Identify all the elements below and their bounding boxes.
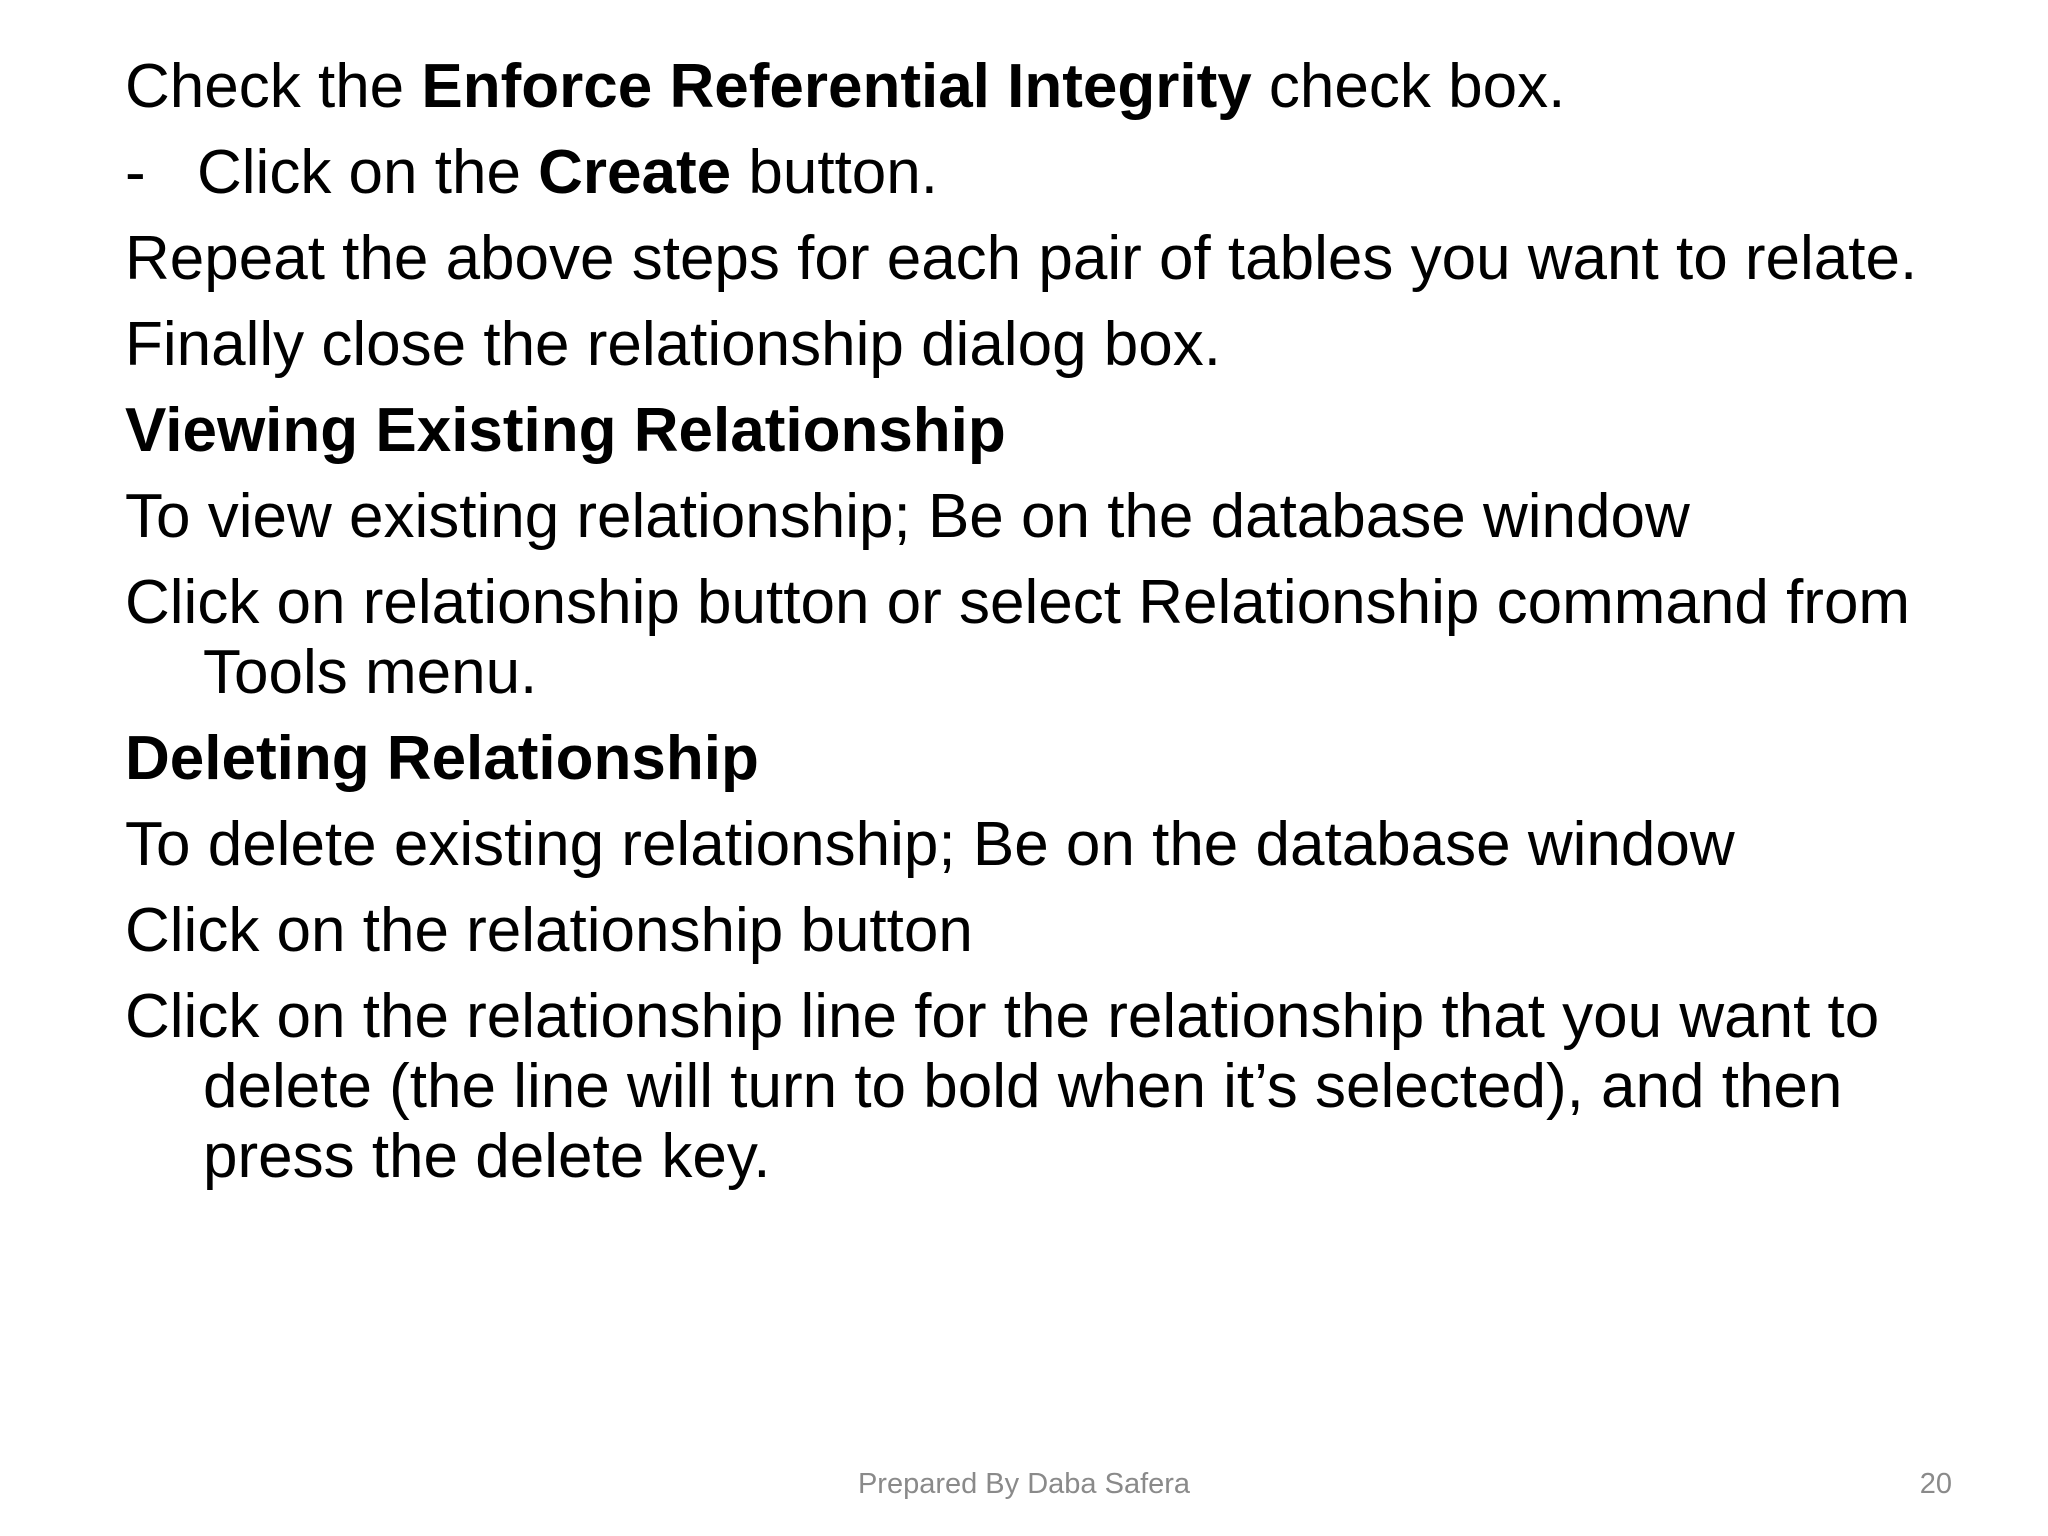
step-text: Click on the: [197, 138, 539, 207]
step-view-database-window: To view existing relationship; Be on the database window: [125, 482, 1690, 551]
section-heading-deleting: Deleting Relationship: [125, 724, 759, 793]
footer-author: Prepared By Daba Safera: [857, 1468, 1191, 1500]
step-delete-database-window: To delete existing relationship; Be on the database window: [125, 810, 1735, 879]
step-repeat: Repeat the above steps for each pair of tables you want to relate.: [125, 224, 1918, 293]
dash-bullet: -: [125, 138, 146, 207]
step-emphasis: Enforce Referential Integrity: [421, 52, 1252, 121]
step-check-referential-integrity: [125, 52, 1965, 122]
page-number: 20: [1919, 1468, 1952, 1500]
section-heading-viewing: Viewing Existing Relationship: [125, 396, 1006, 465]
step-text: button.: [731, 138, 938, 207]
step-click-relationship-button: Click on the relationship button: [125, 896, 973, 965]
step-click-relationship-command: Click on relationship button or select Relationship command from Tools menu.: [125, 568, 1911, 707]
step-click-relationship-line: Click on the relationship line for the relationship that you want to delete (the line will turn to bold when it’s selected), and then press the delete key.: [125, 982, 1880, 1191]
step-click-create: [125, 138, 1965, 208]
step-text: Check the: [125, 52, 422, 121]
step-text: check box.: [1251, 52, 1566, 121]
step-close-dialog: Finally close the relationship dialog box.: [125, 310, 1221, 379]
step-emphasis: Create: [538, 138, 732, 207]
slide-body: [125, 52, 1965, 1208]
